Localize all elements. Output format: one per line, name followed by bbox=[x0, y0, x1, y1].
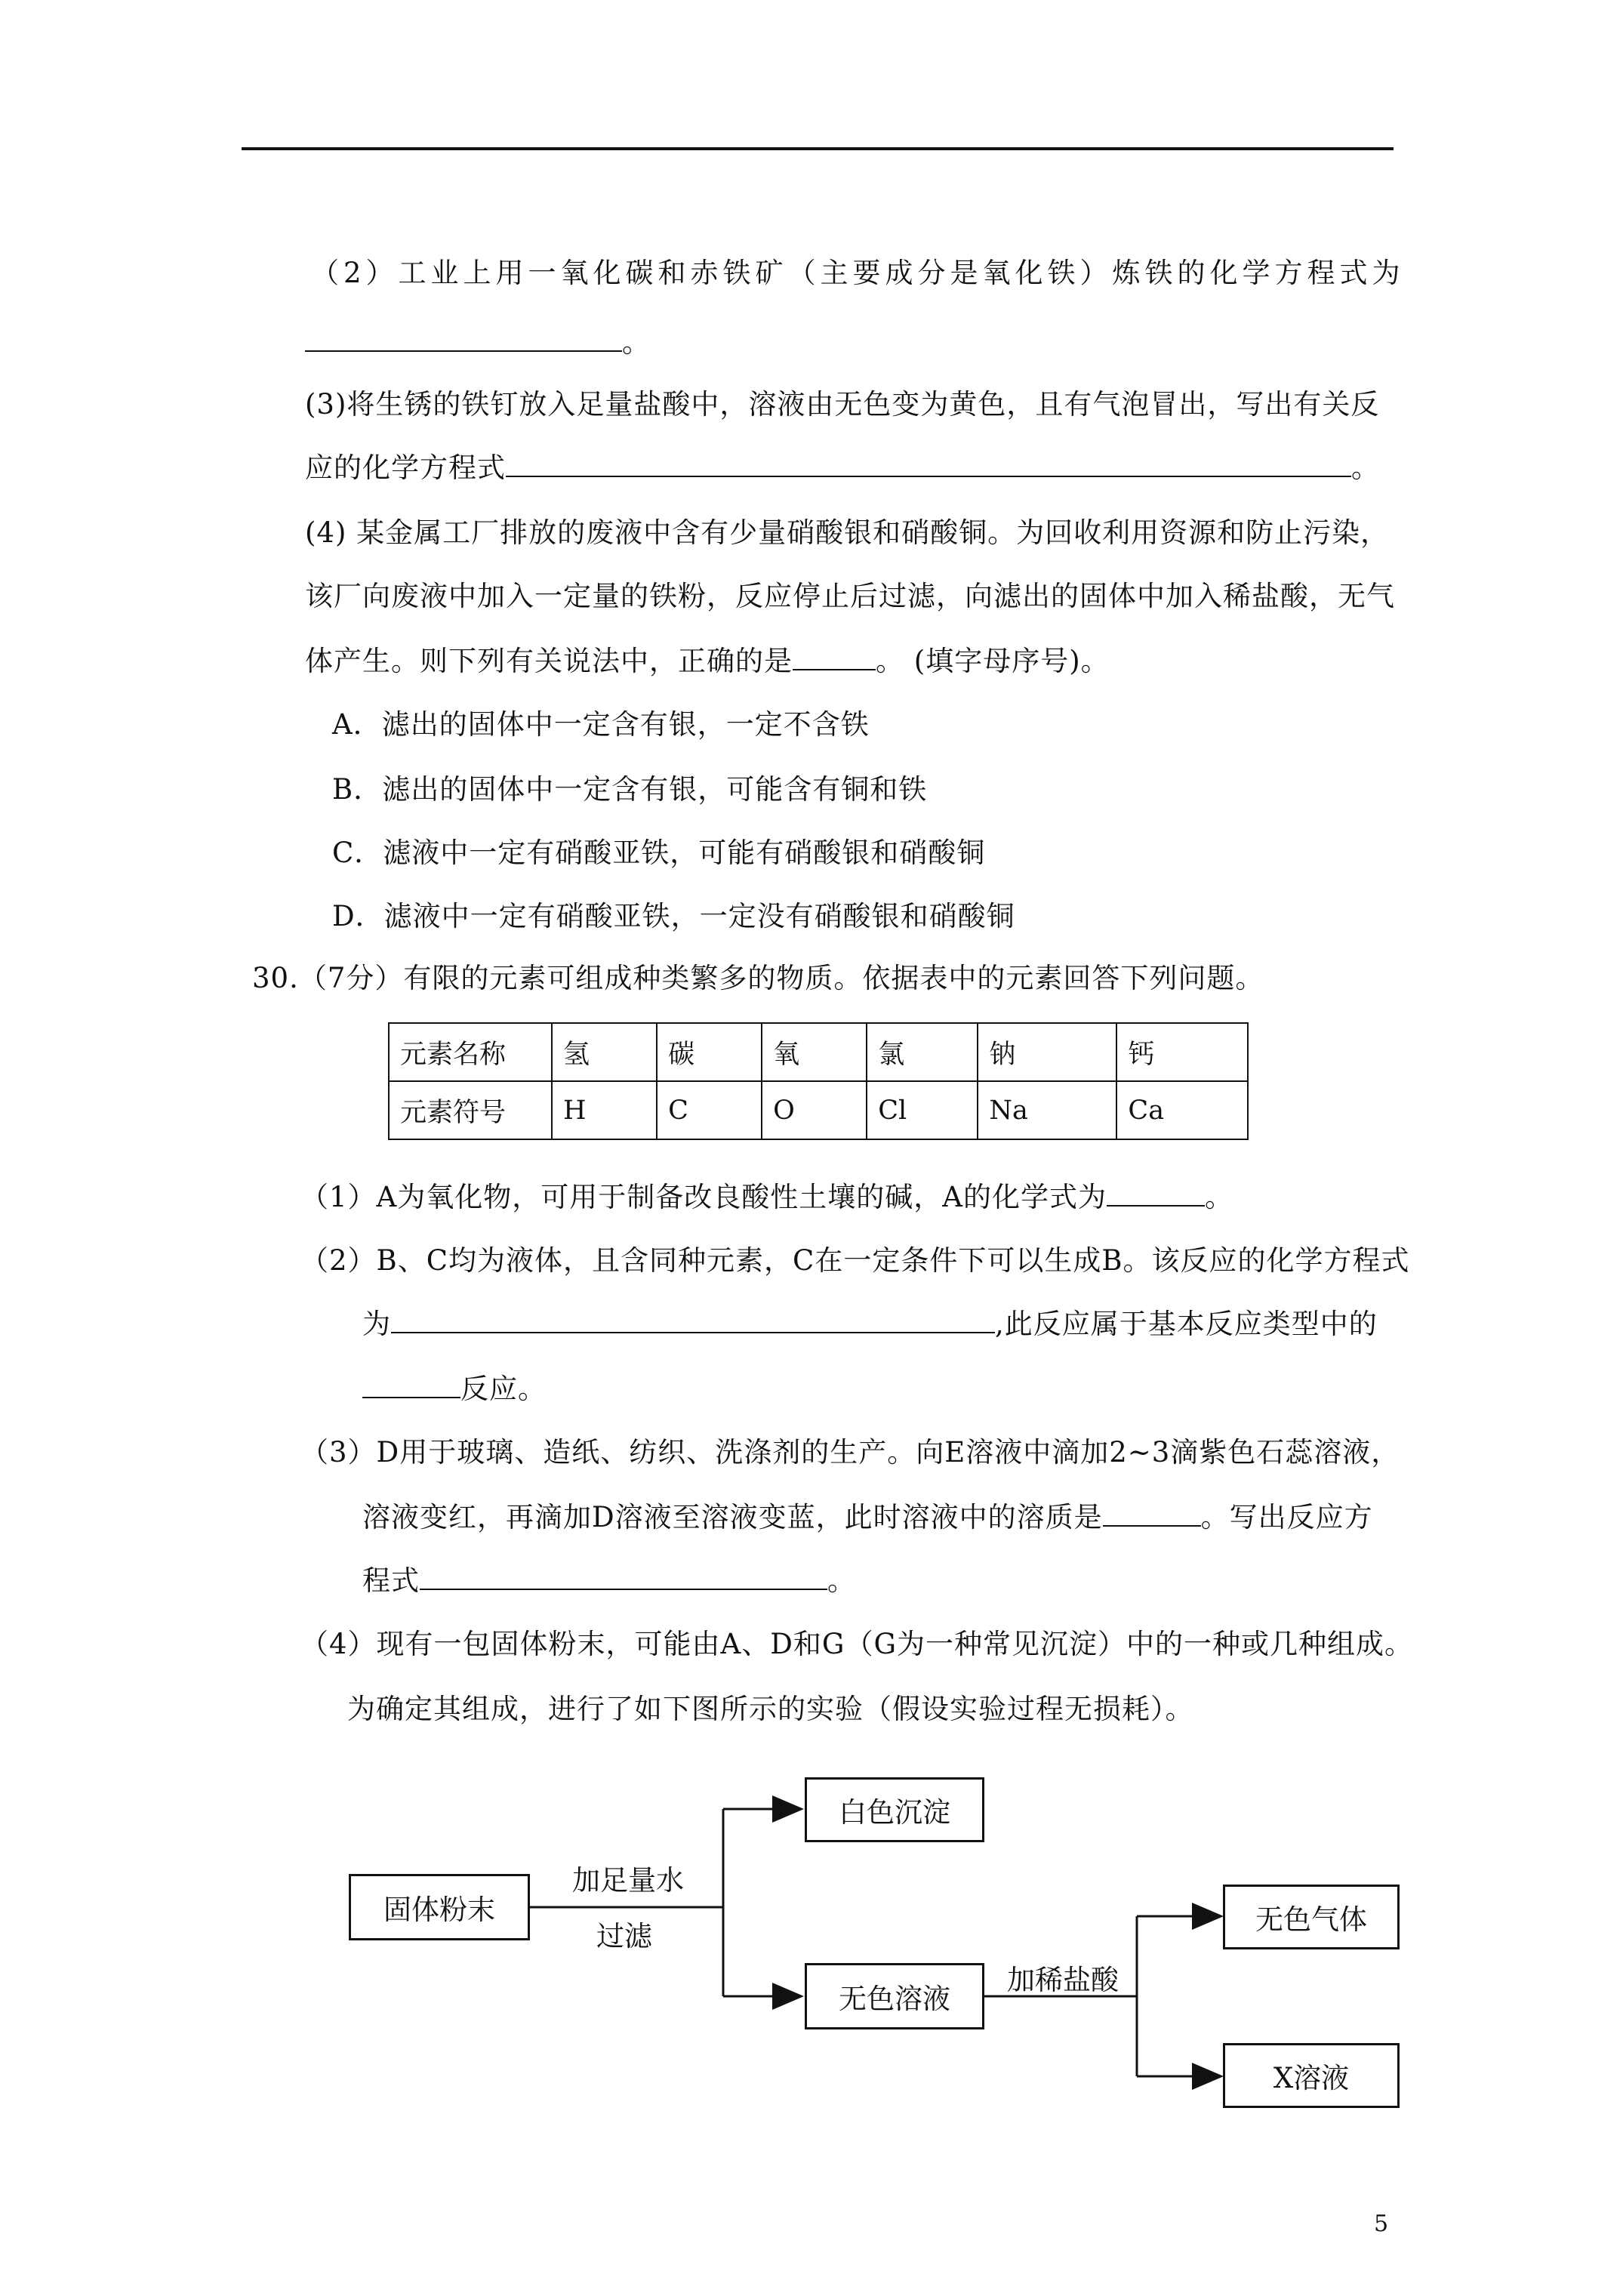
flow-box-gas: 无色气体 bbox=[1223, 1885, 1400, 1949]
q30-part2-prefix: 为 bbox=[362, 1308, 391, 1340]
q4-line3-text: 体产生。则下列有关说法中，正确的是 bbox=[305, 645, 793, 677]
table-cell: 元素名称 bbox=[389, 1023, 552, 1081]
flow-box-precipitate: 白色沉淀 bbox=[805, 1777, 984, 1842]
q3-line1: (3)将生锈的铁钉放入足量盐酸中，溶液由无色变为黄色，且有气泡冒出，写出有关反 bbox=[305, 388, 1380, 421]
table-cell: Cl bbox=[867, 1081, 978, 1139]
q30-part2-suffix: ,此反应属于基本反应类型中的 bbox=[995, 1308, 1378, 1340]
table-cell: 氢 bbox=[552, 1023, 657, 1081]
table-cell: 氯 bbox=[867, 1023, 978, 1081]
q30-part3-text: 溶液变红，再滴加D溶液至溶液变蓝，此时溶液中的溶质是 bbox=[362, 1501, 1103, 1533]
q4-option-a: A．滤出的固体中一定含有银，一定不含铁 bbox=[332, 708, 870, 741]
q30-part4-line2: 为确定其组成，进行了如下图所示的实验（假设实验过程无损耗）。 bbox=[347, 1693, 1194, 1725]
q30-part3-end: 。 bbox=[827, 1564, 856, 1597]
table-cell: H bbox=[552, 1081, 657, 1139]
q4-line3-end: 。 (填字母序号)。 bbox=[876, 645, 1110, 677]
q30-title: 30.（7分）有限的元素可组成种类繁多的物质。依据表中的元素回答下列问题。 bbox=[252, 962, 1264, 994]
q30-part2-reaction: 反应。 bbox=[460, 1373, 547, 1405]
q2-end: 。 bbox=[622, 326, 651, 359]
table-cell: 元素符号 bbox=[389, 1081, 552, 1139]
table-cell: O bbox=[762, 1081, 867, 1139]
q30-part1-end: 。 bbox=[1204, 1181, 1233, 1213]
table-cell: C bbox=[657, 1081, 762, 1139]
flow-box-start: 固体粉末 bbox=[349, 1874, 530, 1940]
page-number: 5 bbox=[1374, 2211, 1389, 2237]
q30-part3-prefix: 程式 bbox=[362, 1564, 420, 1597]
q4-line2: 该厂向废液中加入一定量的铁粉，反应停止后过滤，向滤出的固体中加入稀盐酸，无气 bbox=[305, 580, 1395, 612]
flow-label-add-water: 加足量水 bbox=[572, 1864, 684, 1897]
flow-label-filter: 过滤 bbox=[596, 1920, 652, 1952]
q3-end: 。 bbox=[1351, 451, 1380, 484]
flow-box-solution: 无色溶液 bbox=[805, 1963, 984, 2029]
table-cell: 碳 bbox=[657, 1023, 762, 1081]
q4-option-b: B．滤出的固体中一定含有银，可能含有铜和铁 bbox=[332, 773, 928, 806]
q4-line1: (4) 某金属工厂排放的废液中含有少量硝酸银和硝酸铜。为回收利用资源和防止污染， bbox=[305, 516, 1390, 549]
table-cell: 钠 bbox=[978, 1023, 1116, 1081]
table-cell: Ca bbox=[1116, 1081, 1248, 1139]
q30-part4-line1: （4）现有一包固体粉末，可能由A、D和G（G为一种常见沉淀）中的一种或几种组成。 bbox=[300, 1628, 1414, 1660]
q30-part3-line1: （3）D用于玻璃、造纸、纺织、洗涤剂的生产。向E溶液中滴加2~3滴紫色石蕊溶液， bbox=[300, 1436, 1400, 1469]
table-cell: 钙 bbox=[1116, 1023, 1248, 1081]
q2-line1: （2）工业上用一氧化碳和赤铁矿（主要成分是氧化铁）炼铁的化学方程式为 bbox=[311, 257, 1405, 289]
q30-part3-suffix: 。写出反应方 bbox=[1200, 1501, 1373, 1533]
flow-box-x-solution: X溶液 bbox=[1223, 2043, 1400, 2108]
table-cell: 氧 bbox=[762, 1023, 867, 1081]
q30-part1-text: （1）A为氧化物，可用于制备改良酸性土壤的碱，A的化学式为 bbox=[300, 1181, 1107, 1213]
flow-label-add-acid: 加稀盐酸 bbox=[1007, 1964, 1119, 1996]
q3-line2-text: 应的化学方程式 bbox=[305, 451, 506, 484]
table-cell: Na bbox=[978, 1081, 1116, 1139]
q30-part2-line1: （2）B、C均为液体，且含同种元素，C在一定条件下可以生成B。该反应的化学方程式 bbox=[300, 1244, 1410, 1277]
q4-option-d: D．滤液中一定有硝酸亚铁，一定没有硝酸银和硝酸铜 bbox=[332, 900, 1015, 932]
q4-option-c: C．滤液中一定有硝酸亚铁，可能有硝酸银和硝酸铜 bbox=[332, 837, 986, 869]
